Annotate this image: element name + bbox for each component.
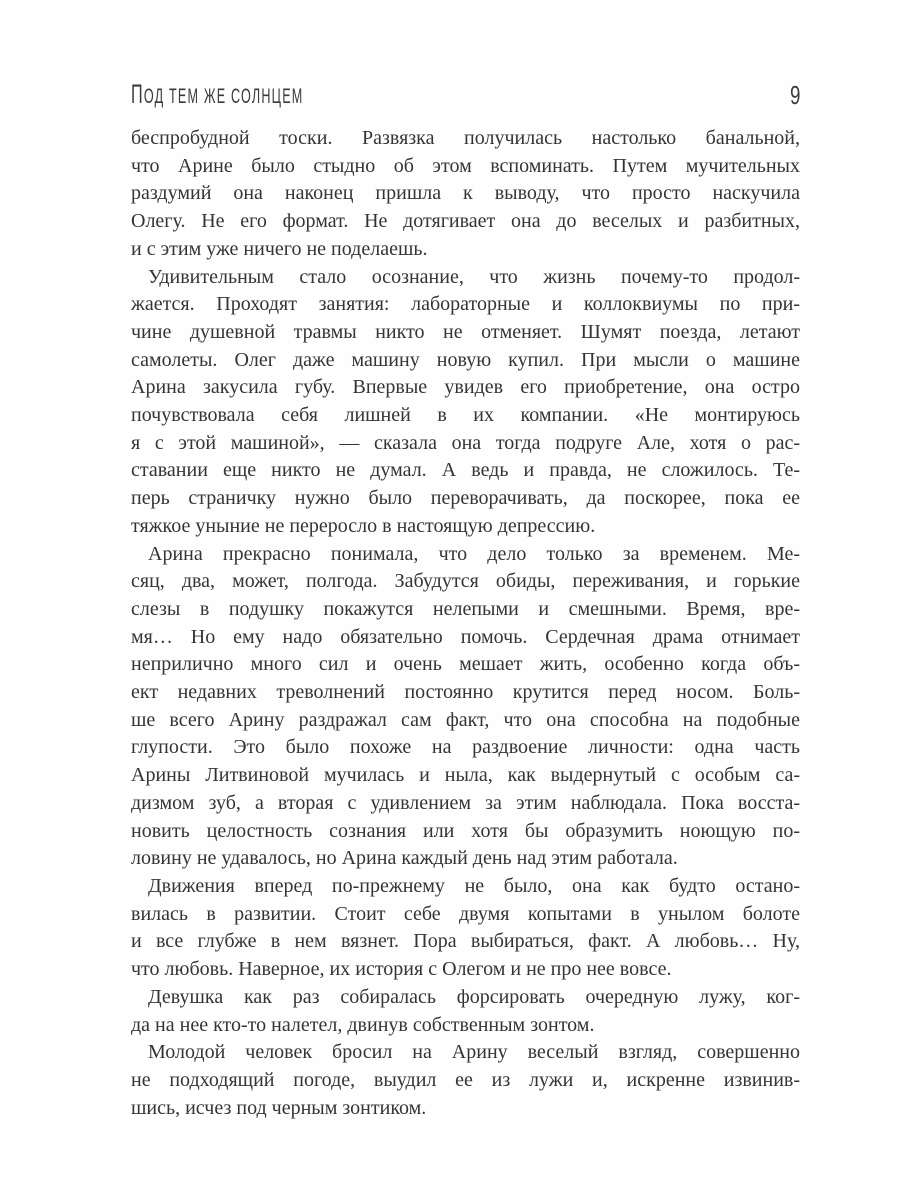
paragraph (131, 125, 800, 264)
paragraph (131, 541, 800, 873)
paragraph (131, 873, 800, 984)
running-header-title: ПОД ТЕМ ЖЕ СОЛНЦЕМ (131, 79, 304, 109)
text-line: что Арине было стыдно об этом вспоминать. Путем мучительных (131, 154, 800, 177)
page-number: 9 (789, 80, 800, 110)
text-line: вилась в развитии. Стоит себе двумя копытами в унылом болоте (131, 902, 800, 925)
text-line: неприлично много сил и очень мешает жить, особенно когда объ- (131, 653, 800, 676)
text-line: Молодой человек бросил на Арину веселый взгляд, совершенно (148, 1041, 800, 1064)
paragraph (131, 264, 800, 541)
text-line: Девушка как раз собиралась форсировать очередную лужу, ког- (148, 985, 800, 1008)
text-line: ловину не удавалось, но Арина каждый день над этим работала. (131, 847, 678, 870)
text-line: и все глубже в нем вязнет. Пора выбираться, факт. А любовь… Ну, (131, 930, 800, 953)
text-line: что любовь. Наверное, их история с Олегом и не про нее вовсе. (131, 958, 672, 981)
text-line: сяц, два, может, полгода. Забудутся обиды, переживания, и горькие (131, 570, 800, 593)
text-line: слезы в подушку покажутся нелепыми и смешными. Время, вре- (131, 597, 800, 620)
text-line: чине душевной травмы никто не отменяет. Шумят поезда, летают (131, 320, 800, 343)
text-line: Олегу. Не его формат. Не дотягивает она до веселых и разбитных, (131, 210, 800, 233)
text-line: и с этим уже ничего не поделаешь. (131, 237, 428, 260)
text-line: шись, исчез под черным зонтиком. (131, 1096, 427, 1119)
text-line: беспробудной тоски. Развязка получилась настолько банальной, (131, 127, 800, 149)
text-line: Арина закусила губу. Впервые увидев его приобретение, она остро (131, 376, 800, 399)
text-line: Удивительным стало осознание, что жизнь почему-то продол- (148, 265, 800, 288)
text-line: ше всего Арину раздражал сам факт, что она способна на подобные (131, 708, 800, 731)
text-line: мя… Но ему надо обязательно помочь. Сердечная драма отнимает (131, 625, 800, 648)
text-line: Арины Литвиновой мучилась и ныла, как выдернутый с особым са- (131, 764, 800, 787)
paragraph (131, 984, 800, 1039)
paragraph (131, 1039, 800, 1122)
text-line: ставании еще никто не думал. А ведь и правда, не сложилось. Те- (131, 459, 800, 482)
text-line: Движения вперед по-прежнему не было, она как будто остано- (148, 874, 800, 897)
text-line: не подходящий погоде, выудил ее из лужи и, искренне извинив- (131, 1068, 800, 1091)
body-text (131, 125, 800, 1122)
text-line: Арина прекрасно понимала, что дело только за временем. Ме- (148, 542, 800, 565)
text-line: тяжкое уныние не переросло в настоящую депрессию. (131, 514, 596, 537)
text-line: почувствовала себя лишней в их компании. «Не монтируюсь (131, 404, 800, 427)
text-line: самолеты. Олег даже машину новую купил. При мысли о машине (131, 348, 800, 371)
text-line: новить целостность сознания или хотя бы образумить ноющую по- (131, 819, 800, 842)
text-line: перь страничку нужно было переворачивать, да поскорее, пока ее (131, 487, 800, 510)
text-line: да на нее кто-то налетел, двинув собственным зонтом. (131, 1013, 595, 1036)
text-line: глупости. Это было похоже на раздвоение личности: одна часть (131, 736, 800, 759)
text-line: жается. Проходят занятия: лабораторные и коллоквиумы по при- (131, 293, 800, 316)
text-line: раздумий она наконец пришла к выводу, что просто наскучила (131, 182, 800, 205)
running-header (131, 80, 800, 108)
text-line: я с этой машиной», — сказала она тогда подруге Але, хотя о рас- (131, 431, 800, 454)
text-line: ект недавних треволнений постоянно крутится перед носом. Боль- (131, 681, 800, 704)
text-line: дизмом зуб, а вторая с удивлением за этим наблюдала. Пока восста- (131, 791, 800, 814)
